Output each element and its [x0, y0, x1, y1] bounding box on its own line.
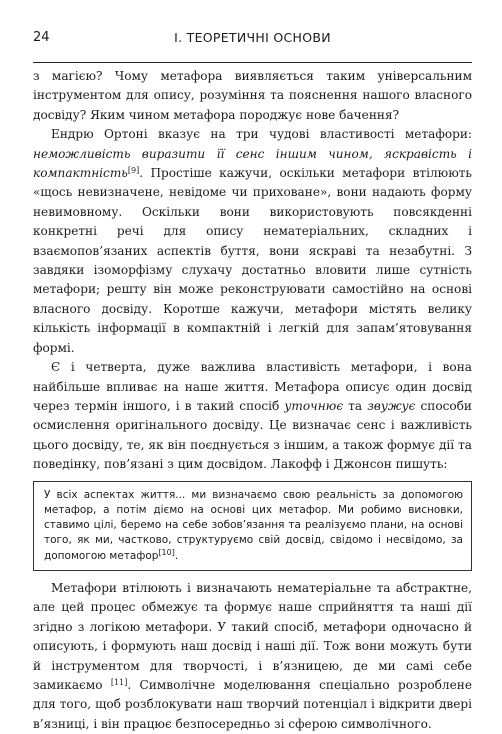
citation-9: [9]	[127, 166, 140, 176]
header-rule	[33, 62, 472, 63]
paragraph-3-text-c: способи осмислення оригінального досвіду. Це визначає сенс і важливість цього досвіду, те, як він поєднується з іншим, а також формує дії та поведінку, пов’язані з цим досвідом. Лакофф і Джонсон пишуть:	[33, 398, 472, 472]
paragraph-3-emphasis-1: уточнює	[284, 398, 344, 413]
paragraph-3-emphasis-2: звужує	[367, 398, 416, 413]
citation-10: [10]	[158, 547, 175, 557]
body-text	[33, 67, 472, 734]
page-header	[33, 30, 472, 52]
block-quote	[33, 481, 472, 571]
paragraph-3-text-b: та	[343, 398, 368, 413]
paragraph-2-emphasis: неможливість виразити її сенс іншим чином, яскравість і компактність	[33, 146, 472, 181]
paragraph-1	[33, 67, 472, 125]
paragraph-4-text-a: Метафори втілюють і визначають нематеріальне та абстрактне, але цей процес обмежує та формує наше сприйняття та наші дії згідно з логікою метафори. У такий спосіб, метафори одночасно й описують, і формують наш досвід і наші дії. Тож вони можуть бути й інструментом для творчості, і в’язницею, де ми самі себе замикаємо	[33, 581, 472, 693]
paragraph-3-text-a: Є і четверта, дуже важлива властивість метафори, і вона найбільше впливає на наше життя. Метафора описує один досвід через термін іншого, і в такий спосіб	[33, 360, 472, 413]
book-page	[33, 0, 472, 731]
quote-text: У всіх аспектах життя... ми визначаємо свою реальність за допомогою метафор, а потім діємо на основі цих метафор. Ми робимо висновки, ставимо цілі, беремо на себе зобов’язання та реалізуємо плани, на основі того, як ми, частково, структуруємо свій досвід, свідомо і несвідомо, за допомогою метафор	[44, 488, 463, 562]
paragraph-2	[33, 125, 472, 358]
paragraph-3	[33, 358, 472, 474]
quote-tail: .	[174, 549, 179, 562]
paragraph-2-text-b: . Простіше кажучи, оскільки метафори втілюють «щось невизначене, невідоме чи приховане», вони надають форму невимовному. Оскільки вони використовують повсякденні конкретні речі для опису нематеріальних, складних і взаємопов’язаних аспектів буття, вони яскраві та незабутні. З завдяки ізоморфізму слухачу достатньо вловити лише сутність метафори; решту він може реконструювати самостійно на основі власного досвіду. Коротше кажучи, метафори містять велику кількість інформації в компактній і легкій для запам’ятовування формі.	[33, 166, 472, 355]
paragraph-4-text-b: . Символічне моделювання спеціально розроблене для того, щоб розблокувати наш творчий потенціал і відкрити двері в’язниці, і він працює безпосередньо зі сферою символічного.	[33, 678, 472, 731]
paragraph-4	[33, 579, 472, 734]
paragraph-2-text-a: Ендрю Ортоні вказує на три чудові властивості метафори:	[51, 127, 472, 142]
running-title: І. ТЕОРЕТИЧНІ ОСНОВИ	[174, 30, 331, 45]
page-number: 24	[33, 30, 50, 45]
paragraph-1-text: з магією? Чому метафора виявляється таким універсальним інструментом для опису, розуміння та пояснення нашого власного досвіду? Яким чином метафора породжує нове бачення?	[33, 69, 472, 122]
citation-11: [11]	[110, 678, 128, 688]
